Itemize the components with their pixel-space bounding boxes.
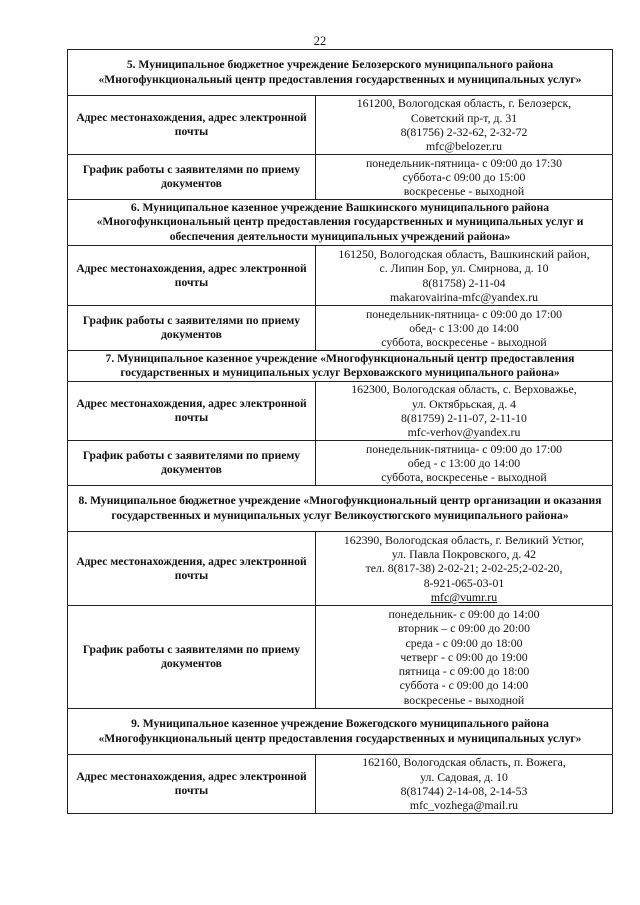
value-line: понедельник- с 09:00 до 14:00 — [388, 606, 540, 621]
value-line: ул. Павла Покровского, д. 42 — [391, 547, 537, 562]
row-label: Адрес местонахождения, адрес электронной почты — [68, 755, 316, 814]
section-title: 6. Муниципальное казенное учреждение Вашкинского муниципального района «Многофункциональный центр предоставления государственных и муниципальных услуг и обеспечения деятельности муниципальных учреждений района» — [68, 200, 613, 246]
value-line: 161250, Вологодская область, Вашкинский район, — [338, 246, 590, 261]
row-value — [316, 755, 613, 814]
value-line: 8-921-065-03-01 — [423, 575, 505, 590]
row-label: Адрес местонахождения, адрес электронной почты — [68, 96, 316, 155]
table-row — [68, 382, 613, 441]
row-value — [316, 246, 613, 306]
table-row — [68, 532, 613, 606]
row-value — [316, 606, 613, 709]
value-line: 162160, Вологодская область, п. Вожега, — [362, 755, 566, 770]
value-line: понедельник-пятница- с 09:00 до 17:30 — [365, 155, 563, 170]
value-line: ул. Октябрьская, д. 4 — [411, 396, 517, 411]
table-row — [68, 155, 613, 200]
section-title: 7. Муниципальное казенное учреждение «Многофункциональный центр предоставления государственных и муниципальных услуг Верховажского муниципального района» — [68, 351, 613, 382]
value-line: понедельник-пятница- с 09:00 до 17:00 — [365, 306, 563, 321]
value-line: 161200, Вологодская область, г. Белозерск, — [356, 96, 572, 111]
row-label: График работы с заявителями по приему документов — [68, 306, 316, 351]
section-header-row — [68, 351, 613, 382]
value-line: тел. 8(817-38) 2-02-21; 2-02-25;2-02-20, — [365, 561, 563, 576]
row-label: Адрес местонахождения, адрес электронной почты — [68, 246, 316, 306]
value-line: воскресенье - выходной — [403, 692, 525, 707]
value-line: ул. Садовая, д. 10 — [420, 769, 508, 784]
value-line: 8(81758) 2-11-04 — [422, 275, 506, 290]
section-header-row — [68, 486, 613, 532]
value-line: 8(81759) 2-11-07, 2-11-10 — [401, 411, 527, 425]
value-line: 8(81744) 2-14-08, 2-14-53 — [400, 784, 528, 798]
value-line: 162300, Вологодская область, с. Верховажье, — [351, 382, 577, 397]
row-value — [316, 306, 613, 351]
section-header-row — [68, 50, 613, 96]
table-row — [68, 246, 613, 306]
table-row — [68, 306, 613, 351]
row-label: График работы с заявителями по приему документов — [68, 441, 316, 486]
value-line: четверг - с 09:00 до 19:00 — [400, 649, 528, 664]
row-value — [316, 155, 613, 200]
email-value: mfc-verhov@yandex.ru — [407, 425, 521, 440]
row-value — [316, 382, 613, 441]
row-label: Адрес местонахождения, адрес электронной почты — [68, 382, 316, 441]
section-title: 9. Муниципальное казенное учреждение Вожегодского муниципального района «Многофункциональный центр предоставления государственных и муниципальных услуг» — [68, 709, 613, 755]
email-value: mfc@belozer.ru — [425, 139, 503, 154]
row-value — [316, 96, 613, 155]
value-line: понедельник-пятница- с 09:00 до 17:00 — [365, 441, 563, 456]
value-line: суббота, воскресенье - выходной — [381, 470, 547, 485]
table-row — [68, 96, 613, 155]
section-header-row — [68, 709, 613, 755]
value-line: обед- с 13:00 до 14:00 — [409, 320, 519, 335]
table-row — [68, 755, 613, 814]
section-header-row — [68, 200, 613, 246]
page-number: 22 — [313, 34, 327, 48]
value-line: воскресенье - выходной — [403, 184, 525, 199]
email-value: mfc@vumr.ru — [430, 589, 498, 604]
row-label: График работы с заявителями по приему документов — [68, 606, 316, 709]
section-title: 5. Муниципальное бюджетное учреждение Белозерского муниципального района «Многофункциональный центр предоставления государственных и муниципальных услуг» — [68, 50, 613, 96]
value-line: обед - с 13:00 до 14:00 — [407, 455, 521, 470]
email-value: mfc_vozhega@mail.ru — [409, 798, 519, 813]
table-row — [68, 441, 613, 486]
email-value: makarovairina-mfc@yandex.ru — [389, 289, 539, 304]
value-line: среда - с 09:00 до 18:00 — [405, 635, 523, 650]
value-line: 8(81756) 2-32-62, 2-32-72 — [400, 125, 528, 139]
row-label: График работы с заявителями по приему документов — [68, 155, 316, 200]
section-title: 8. Муниципальное бюджетное учреждение «Многофункциональный центр организации и оказания государственных и муниципальных услуг Великоустюгского муниципального района» — [68, 486, 613, 532]
value-line: вторник – с 09:00 до 20:00 — [398, 621, 530, 636]
mfc-table — [67, 49, 613, 814]
value-line: суббота - с 09:00 до 14:00 — [399, 678, 529, 693]
value-line: Советский пр-т, д. 31 — [410, 110, 518, 125]
row-label: Адрес местонахождения, адрес электронной почты — [68, 532, 316, 606]
value-line: 162390, Вологодская область, г. Великий Устюг, — [343, 532, 585, 547]
value-line: суббота, воскресенье - выходной — [381, 335, 547, 350]
value-line: суббота-с 09:00 до 15:00 — [402, 169, 526, 184]
row-value — [316, 532, 613, 606]
table-row — [68, 606, 613, 709]
value-line: пятница - с 09:00 до 18:00 — [398, 664, 530, 679]
row-value — [316, 441, 613, 486]
value-line: с. Липин Бор, ул. Смирнова, д. 10 — [379, 261, 549, 276]
